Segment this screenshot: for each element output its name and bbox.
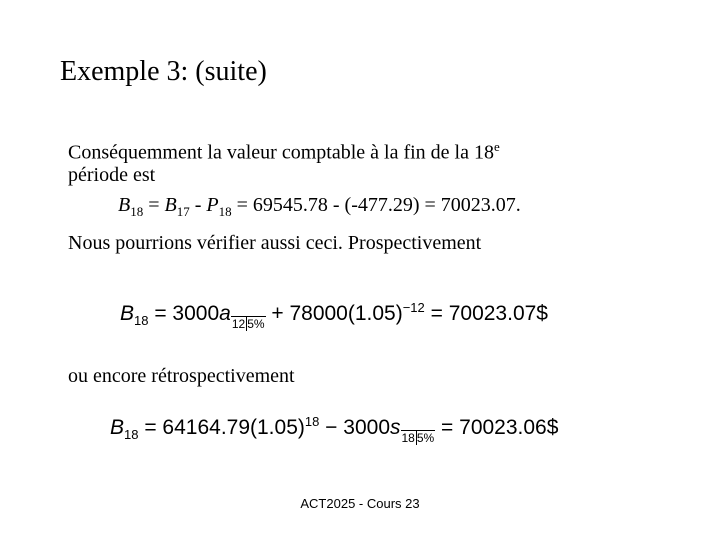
b17-subscript: 17 <box>176 204 190 219</box>
f1-annuity-symbol: a <box>219 302 231 325</box>
f2-b: B <box>110 416 125 439</box>
f1-ann-i: 5% <box>247 317 265 331</box>
f1-ann-n: 12 <box>231 317 246 331</box>
f1-part3: = 70023.07$ <box>424 302 548 325</box>
f2-b-sub: 18 <box>124 427 139 443</box>
minus: - <box>189 194 207 216</box>
b-symbol: B <box>118 194 131 216</box>
equals: = <box>143 194 165 216</box>
f2-angle-subscript <box>401 430 436 445</box>
p-subscript: 18 <box>218 204 232 219</box>
f1-b-sub: 18 <box>134 313 149 329</box>
f2-accum-symbol: s <box>390 416 401 439</box>
f2-part3: = 70023.06$ <box>435 416 559 439</box>
retrospective-formula <box>110 414 558 445</box>
book-value-equation <box>118 194 521 220</box>
p-symbol: P <box>206 194 219 216</box>
f2-exponent: 18 <box>304 414 320 429</box>
f1-part2: + 78000(1.05) <box>265 302 403 325</box>
ordinal-suffix: e <box>493 139 500 154</box>
f2-part2: − 3000 <box>319 416 390 439</box>
f1-exponent: −12 <box>402 300 425 315</box>
intro-text: Conséquemment la valeur comptable à la fin de la 18 <box>68 141 494 164</box>
f2-ann-i: 5% <box>416 431 435 445</box>
intro-line-2: période est <box>68 164 156 186</box>
equation-rest: = 69545.78 - (-477.29) = 70023.07. <box>231 194 521 216</box>
f1-part1: = 3000 <box>148 302 220 325</box>
verify-text: Nous pourrions vérifier aussi ceci. Prospectivement <box>68 232 482 254</box>
slide-title: Exemple 3: (suite) <box>60 56 267 87</box>
retro-text: ou encore rétrospectivement <box>68 365 295 387</box>
f2-part1: = 64164.79(1.05) <box>138 416 305 439</box>
b-subscript: 18 <box>130 204 144 219</box>
prospective-formula <box>120 300 548 331</box>
b17-symbol: B <box>164 194 177 216</box>
f1-angle-subscript <box>231 316 266 331</box>
f2-ann-n: 18 <box>401 431 415 445</box>
f1-b: B <box>120 302 135 325</box>
slide-footer: ACT2025 - Cours 23 <box>300 496 420 511</box>
